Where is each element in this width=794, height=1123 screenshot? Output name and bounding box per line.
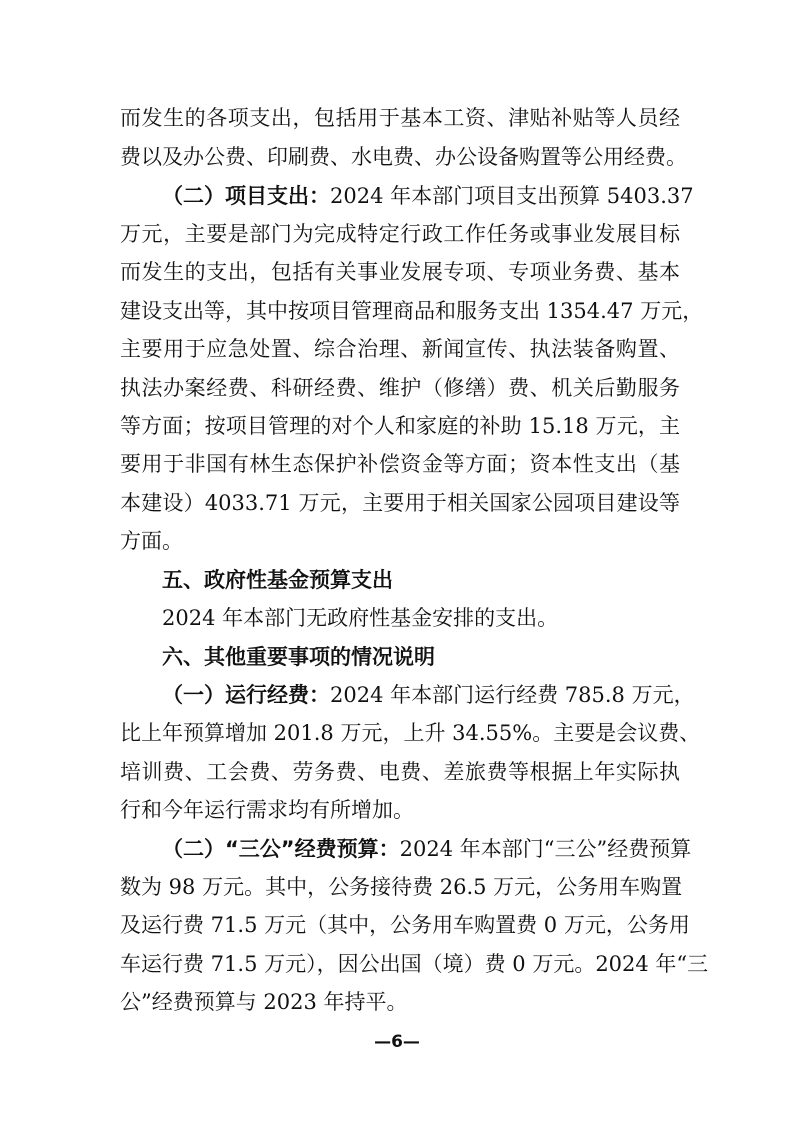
body-line xyxy=(120,483,680,523)
text-run: 公”经费预算与 2023 年持平。 xyxy=(120,990,408,1014)
subsection-heading-three-public xyxy=(162,829,692,869)
body-line xyxy=(120,368,680,408)
section-heading-other-matters xyxy=(162,637,680,677)
subsection-heading-project-expense xyxy=(162,176,694,216)
text-run: 万元，主要是部门为完成特定行政工作任务或事业发展目标 xyxy=(120,222,680,246)
body-line xyxy=(120,790,680,830)
text-run: 2024 年本部门运行经费 785.8 万元， xyxy=(330,683,695,707)
text-run: 主要用于应急处置、综合治理、新闻宣传、执法装备购置、 xyxy=(120,337,680,361)
body-line xyxy=(120,252,680,292)
text-run: 数为 98 万元。其中，公务接待费 26.5 万元，公务用车购置 xyxy=(120,875,683,899)
body-line xyxy=(120,521,680,561)
text-run: 方面。 xyxy=(120,529,183,553)
body-line xyxy=(120,944,709,984)
text-run: 建设支出等，其中按项目管理商品和服务支出 1354.47 万元， xyxy=(120,299,704,323)
subsection-heading-operating-expense xyxy=(162,675,695,715)
section-label: 六、其他重要事项的情况说明 xyxy=(162,645,435,669)
text-run: 本建设）4033.71 万元，主要用于相关国家公园项目建设等 xyxy=(120,491,680,515)
text-run: 比上年预算增加 201.8 万元，上升 34.55%。主要是会议费、 xyxy=(120,721,701,745)
body-line xyxy=(120,982,680,1022)
body-line xyxy=(120,752,680,792)
body-line xyxy=(120,444,680,484)
body-line xyxy=(120,137,687,177)
text-run: 及运行费 71.5 万元（其中，公务用车购置费 0 万元，公务用 xyxy=(120,913,690,937)
body-line xyxy=(120,291,704,331)
subsection-label: （二）“三公”经费预算： xyxy=(162,837,400,861)
body-line xyxy=(162,598,680,638)
body-line xyxy=(120,867,683,907)
body-line xyxy=(120,905,690,945)
body-line xyxy=(120,713,701,753)
text-run: 等方面；按项目管理的对个人和家庭的补助 15.18 万元，主 xyxy=(120,414,680,438)
text-run: 2024 年本部门“三公”经费预算 xyxy=(399,837,692,861)
text-run: 而发生的各项支出，包括用于基本工资、津贴补贴等人员经 xyxy=(120,106,680,130)
body-line xyxy=(120,329,680,369)
text-run: 2024 年本部门无政府性基金安排的支出。 xyxy=(162,606,559,630)
section-heading-fund-budget xyxy=(162,560,680,600)
text-run: 执法办案经费、科研经费、维护（修缮）费、机关后勤服务 xyxy=(120,376,680,400)
subsection-label: （二）项目支出： xyxy=(162,184,330,208)
text-run: 而发生的支出，包括有关事业发展专项、专项业务费、基本 xyxy=(120,260,680,284)
text-run: 要用于非国有林生态保护补偿资金等方面；资本性支出（基 xyxy=(120,452,680,476)
subsection-label: （一）运行经费： xyxy=(162,683,330,707)
body-line xyxy=(120,98,680,138)
text-run: 培训费、工会费、劳务费、电费、差旅费等根据上年实际执 xyxy=(120,760,680,784)
body-line xyxy=(120,214,680,254)
text-run: 行和今年运行需求均有所增加。 xyxy=(120,798,414,822)
body-line xyxy=(120,406,680,446)
text-run: 2024 年本部门项目支出预算 5403.37 xyxy=(330,184,694,208)
text-run: 车运行费 71.5 万元），因公出国（境）费 0 万元。2024 年“三 xyxy=(120,952,709,976)
section-label: 五、政府性基金预算支出 xyxy=(162,568,393,592)
page-number: —6— xyxy=(374,1032,420,1052)
text-run: 费以及办公费、印刷费、水电费、办公设备购置等公用经费。 xyxy=(120,145,687,169)
